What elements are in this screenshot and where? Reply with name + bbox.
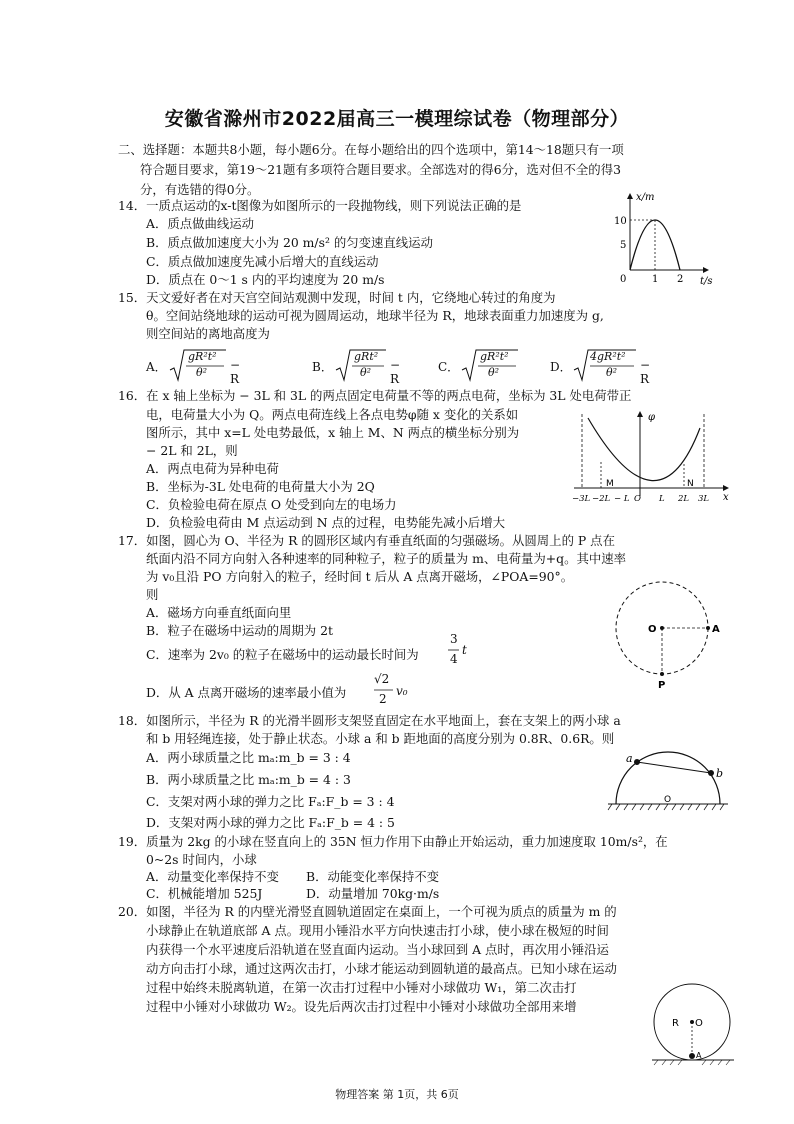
q16-tick-o: O <box>634 494 641 504</box>
q20-line-4: 动方向击打小球，通过这两次击打，小球才能运动到圆轨道的最高点。已知小球在运动 <box>146 961 617 976</box>
q18-line-2: 和 b 用轻绳连接，处于静止状态。小球 a 和 b 距地面的高度分别为 0.8R、0.6R。则 <box>146 731 615 746</box>
q16-tick-neg2l: −2L <box>592 494 611 504</box>
q19-line-2: 0~2s 时间内，小球 <box>146 852 257 867</box>
q17-line-3: 为 v₀且沿 PO 方向射入的粒子，经时间 t 后从 A 点离开磁场，∠POA=90°。 <box>146 569 574 584</box>
q14-option-c: C．质点做加速度先减小后增大的直线运动 <box>146 254 379 269</box>
q19-option-a: A．动量变化率保持不变 <box>146 869 279 884</box>
q17-line-4: 则 <box>146 587 159 602</box>
q14-option-a: A．质点做曲线运动 <box>146 216 255 231</box>
section-line-2: 符合题目要求，第19～21题有多项符合题目要求。全部选对的得6分，选对但不全的得3 <box>140 162 621 177</box>
q16-line-4: − 2L 和 2L，则 <box>146 443 238 458</box>
q19-line-1: 19．质量为 2kg 的小球在竖直向上的 35N 恒力作用下由静止开始运动，重力加速度取 10m/s²，在 <box>118 834 668 849</box>
q16-potential-graph <box>568 408 732 508</box>
q17-line-2: 纸面内沿不同方向射入各种速率的同种粒子，粒子的质量为 m、电荷量为+q。其中速率 <box>146 551 627 566</box>
q20-line-6: 过程中小锤对小球做功 W₂。设先后两次击打过程中小锤对小球做功全部用来增 <box>146 999 577 1014</box>
q15-line-3: 则空间站的离地高度为 <box>146 326 270 341</box>
q20-circular-track-diagram <box>650 980 736 1066</box>
q17-option-c: C．速率为 2v₀ 的粒子在磁场中的运动最长时间为 <box>146 647 419 662</box>
q14-xt-graph <box>608 188 718 288</box>
q18-option-a: A．两小球质量之比 mₐ:m_b = 3 : 4 <box>146 750 351 765</box>
q20-a-label: A <box>696 1051 702 1060</box>
q14-ylabel: x/m <box>636 192 655 203</box>
q17-option-d-fraction: √2 2 v₀ <box>374 672 408 706</box>
q16-phi-label: φ <box>648 412 656 423</box>
q14-tick-5: 5 <box>620 240 627 251</box>
q14-tick-2: 2 <box>677 274 684 285</box>
q20-line-3: 内获得一个水平速度后沿轨道在竖直面内运动。当小球回到 A 点时，再次用小锤沿运 <box>146 942 609 957</box>
q16-n-label: N <box>687 479 694 489</box>
q15-line-2: θ。空间站绕地球的运动可视为圆周运动，地球半径为 R，地球表面重力加速度为 g, <box>146 308 604 323</box>
q17-line-1: 17．如图，圆心为 O、半径为 R 的圆形区域内有垂直纸面的匀强磁场。从圆周上的 P 点在 <box>118 533 615 548</box>
q16-tick-3l: 3L <box>698 494 710 504</box>
q16-option-d: D．负检验电荷由 M 点运动到 N 点的过程，电势能先减小后增大 <box>146 515 505 530</box>
page-footer: 物理答案 第 1页，共 6页 <box>335 1088 459 1101</box>
q17-option-c-fraction: 3 4 t <box>450 632 467 666</box>
q18-option-c: C．支架对两小球的弹力之比 Fₐ:F_b = 3 : 4 <box>146 794 395 809</box>
section-line-1: 二、选择题：本题共8小题，每小题6分。在每小题给出的四个选项中，第14～18题只有一项 <box>118 142 624 157</box>
q16-tick-2l: 2L <box>678 494 690 504</box>
q18-option-d: D．支架对两小球的弹力之比 Fₐ:F_b = 4 : 5 <box>146 815 395 830</box>
q14-xlabel: t/s <box>700 276 713 287</box>
section-line-3: 分，有选错的得0分。 <box>140 182 260 197</box>
q18-option-b: B．两小球质量之比 mₐ:m_b = 4 : 3 <box>146 772 351 787</box>
q19-option-d: D．动量增加 70kg·m/s <box>306 886 440 901</box>
q17-option-d: D．从 A 点离开磁场的速率最小值为 <box>146 685 347 700</box>
q20-line-2: 小球静止在轨道底部 A 点。现用小锤沿水平方向快速击打小球，使小球在极短的时间 <box>146 923 609 938</box>
q19-option-b: B．动能变化率保持不变 <box>306 869 440 884</box>
q17-a-label: A <box>712 624 720 635</box>
q20-o-label: O <box>695 1018 703 1029</box>
q14-tick-0: 0 <box>620 274 627 285</box>
q16-m-label: M <box>606 479 614 489</box>
q14-option-b: B．质点做加速度大小为 20 m/s² 的匀变速直线运动 <box>146 235 433 250</box>
q16-x-label: x <box>723 492 729 503</box>
q16-option-a: A．两点电荷为异种电荷 <box>146 461 279 476</box>
q18-line-1: 18．如图所示，半径为 R 的光滑半圆形支架竖直固定在水平地面上，套在支架上的两小球 a <box>118 713 621 728</box>
q18-b-label: b <box>716 767 724 780</box>
q14-tick-10: 10 <box>614 216 627 227</box>
q17-option-a: A．磁场方向垂直纸面向里 <box>146 605 292 620</box>
q17-o-label: O <box>648 624 657 635</box>
q14-stem: 14．一质点运动的x-t图像为如图所示的一段抛物线，则下列说法正确的是 <box>118 198 522 213</box>
q20-line-5: 过程中始终未脱离轨道，在第一次击打过程中小锤对小球做功 W₁，第二次击打 <box>146 980 577 995</box>
q14-option-d: D．质点在 0～1 s 内的平均速度为 20 m/s <box>146 272 385 287</box>
q18-o-label: O <box>664 795 672 805</box>
q14-tick-1: 1 <box>652 274 659 285</box>
q20-r-label: R <box>672 1018 679 1029</box>
q16-tick-l: L <box>659 494 665 504</box>
q16-line-2: 电，电荷量大小为 Q。两点电荷连线上各点电势φ随 x 变化的关系如 <box>146 407 519 422</box>
q15-line-1: 15．天文爱好者在对天宫空间站观测中发现，时间 t 内，它绕地心转过的角度为 <box>118 290 556 305</box>
q16-option-c: C．负检验电荷在原点 O 处受到向左的电场力 <box>146 497 397 512</box>
q17-option-b: B．粒子在磁场中运动的周期为 2t <box>146 623 333 638</box>
q19-option-c: C．机械能增加 525J <box>146 886 263 901</box>
page-title: 安徽省滁州市2022届高三一模理综试卷（物理部分） <box>164 108 630 130</box>
q17-magnetic-field-diagram <box>612 578 720 691</box>
q16-tick-negl: − L <box>614 494 630 504</box>
q18-semicircle-diagram <box>604 742 732 812</box>
q16-tick-neg3l: −3L <box>572 494 591 504</box>
q16-line-3: 图所示，其中 x=L 处电势最低，x 轴上 M、N 两点的横坐标分别为 <box>146 425 520 440</box>
q17-p-label: P <box>658 680 666 691</box>
q20-line-1: 20．如图，半径为 R 的内壁光滑竖直圆轨道固定在桌面上，一个可视为质点的质量为 m 的 <box>118 904 617 919</box>
q16-line-1: 16．在 x 轴上坐标为 − 3L 和 3L 的两点固定电荷量不等的两点电荷，坐标为 3L 处电荷带正 <box>118 388 632 403</box>
q18-a-label: a <box>626 752 633 765</box>
q16-option-b: B．坐标为-3L 处电荷的电荷量大小为 2Q <box>146 479 375 494</box>
